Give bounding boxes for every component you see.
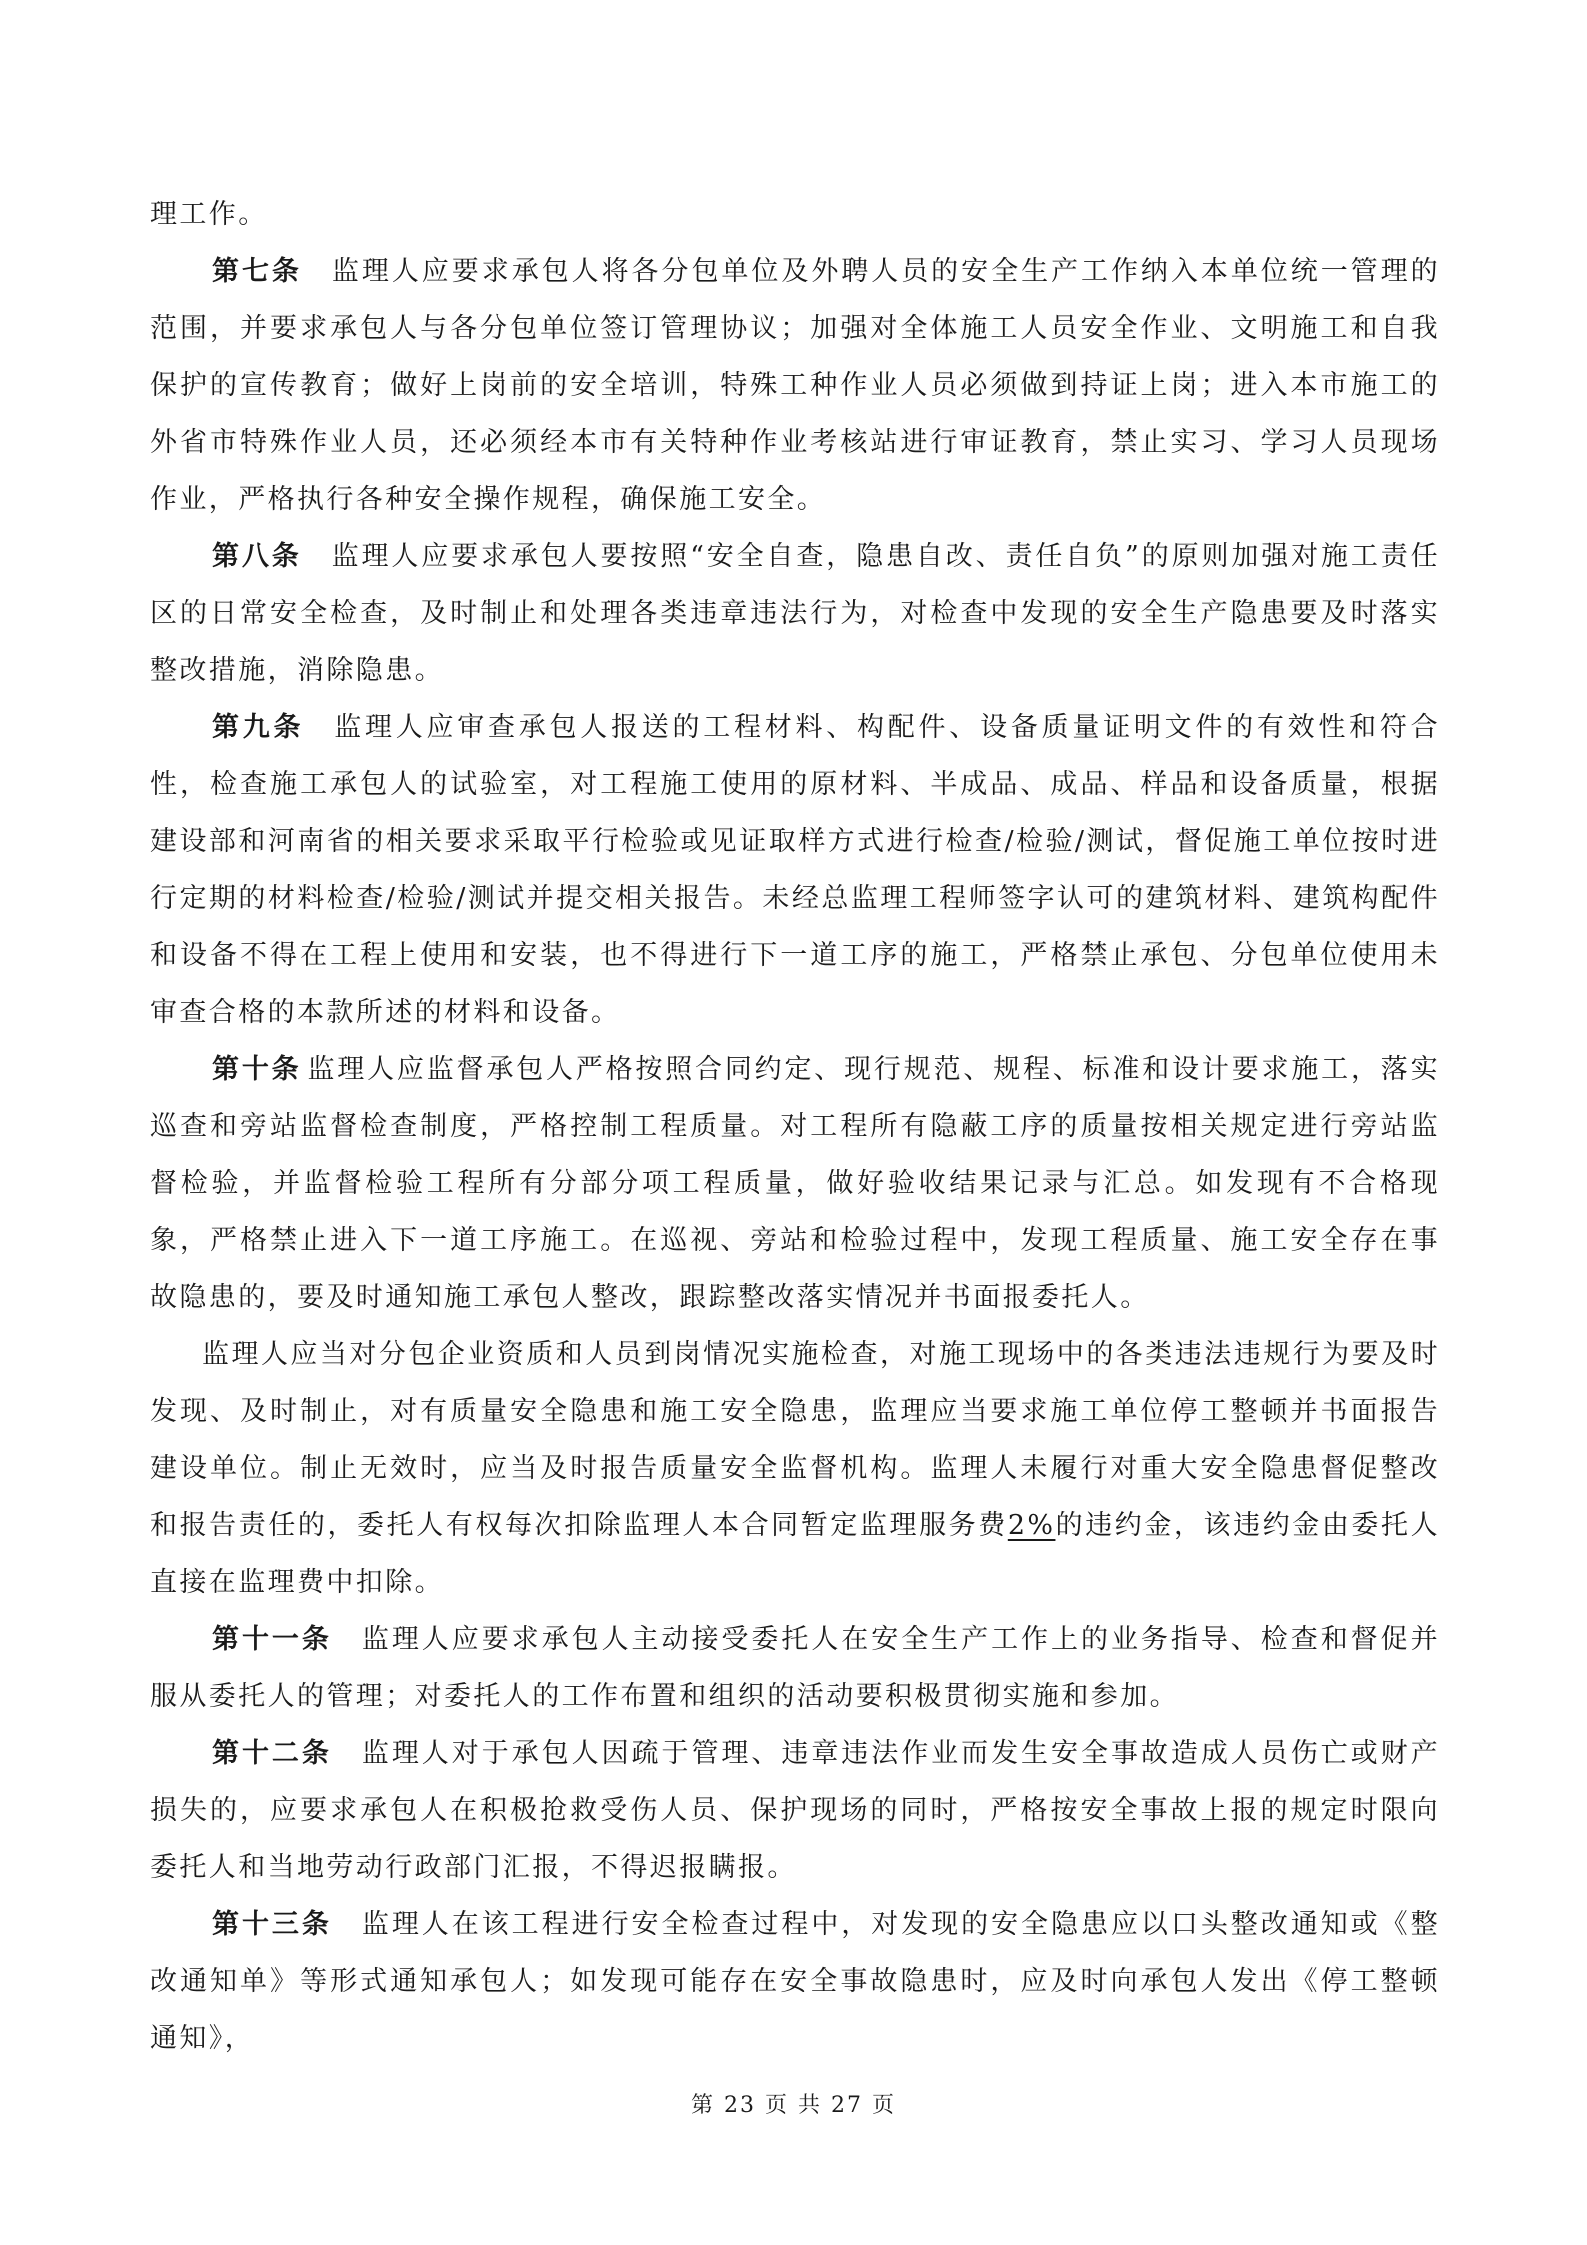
article-heading: 第九条: [212, 712, 305, 743]
article-heading: 第十条: [212, 1054, 302, 1085]
page-number-label: 第 23 页 共 27 页: [691, 2093, 896, 2118]
paragraph-text-before: 监理人应当对分包企业资质和人员到岗情况实施检查，对施工现场中的各类违法违规行为要及时发现、及时制止，对有质量安全隐患和施工安全隐患，监理应当要求施工单位停工整顿并书面报告建设单位。制止无效时，应当及时报告质量安全监督机构。监理人未履行对重大安全隐患督促整改和报告责任的，委托人有权每次扣除监理人本合同暂定监理服务费: [150, 1339, 1440, 1541]
article-text: 监理人应审查承包人报送的工程材料、构配件、设备质量证明文件的有效性和符合性，检查施工承包人的试验室，对工程施工使用的原材料、半成品、成品、样品和设备质量，根据建设部和河南省的相关要求采取平行检验或见证取样方式进行检查/检验/测试，督促施工单位按时进行定期的材料检查/检验/测试并提交相关报告。未经总监理工程师签字认可的建筑材料、建筑构配件和设备不得在工程上使用和安装，也不得进行下一道工序的施工，严格禁止承包、分包单位使用未审查合格的本款所述的材料和设备。: [150, 712, 1440, 1028]
article-9: [150, 699, 1440, 1041]
paragraph-text: 理工作。: [150, 199, 268, 230]
paragraph-continuation: [150, 186, 1440, 243]
article-text: 监理人应要求承包人要按照“安全自查，隐患自改、责任自负”的原则加强对施工责任区的日常安全检查，及时制止和处理各类违章违法行为，对检查中发现的安全生产隐患要及时落实整改措施，消除隐患。: [150, 541, 1440, 686]
document-body: [150, 186, 1440, 2067]
paragraph-text-after: 的违约金，该违约金由委托人直接在监理费中扣除。: [150, 1510, 1440, 1598]
article-text: 监理人在该工程进行安全检查过程中，对发现的安全隐患应以口头整改通知或《整改通知单》等形式通知承包人；如发现可能存在安全事故隐患时，应及时向承包人发出《停工整顿通知》，: [150, 1909, 1440, 2054]
article-heading: 第十一条: [212, 1624, 332, 1655]
page-footer: [0, 2088, 1587, 2119]
article-heading: 第十三条: [212, 1909, 332, 1940]
article-heading: 第十二条: [212, 1738, 332, 1769]
article-10: [150, 1041, 1440, 1326]
article-text: 监理人对于承包人因疏于管理、违章违法作业而发生安全事故造成人员伤亡或财产损失的，应要求承包人在积极抢救受伤人员、保护现场的同时，严格按安全事故上报的规定时限向委托人和当地劳动行政部门汇报，不得迟报瞒报。: [150, 1738, 1440, 1883]
article-13: [150, 1896, 1440, 2067]
article-heading: 第八条: [212, 541, 302, 572]
penalty-rate: 2%: [1007, 1510, 1056, 1541]
article-12: [150, 1725, 1440, 1896]
article-11: [150, 1611, 1440, 1725]
article-8: [150, 528, 1440, 699]
article-text: 监理人应要求承包人主动接受委托人在安全生产工作上的业务指导、检查和督促并服从委托人的管理；对委托人的工作布置和组织的活动要积极贯彻实施和参加。: [150, 1624, 1440, 1712]
paragraph-penalty: [150, 1326, 1440, 1611]
article-heading: 第七条: [212, 256, 302, 287]
article-text: 监理人应要求承包人将各分包单位及外聘人员的安全生产工作纳入本单位统一管理的范围，并要求承包人与各分包单位签订管理协议；加强对全体施工人员安全作业、文明施工和自我保护的宣传教育；做好上岗前的安全培训，特殊工种作业人员必须做到持证上岗；进入本市施工的外省市特殊作业人员，还必须经本市有关特种作业考核站进行审证教育，禁止实习、学习人员现场作业，严格执行各种安全操作规程，确保施工安全。: [150, 256, 1440, 515]
article-text: 监理人应监督承包人严格按照合同约定、现行规范、规程、标准和设计要求施工，落实巡查和旁站监督检查制度，严格控制工程质量。对工程所有隐蔽工序的质量按相关规定进行旁站监督检验，并监督检验工程所有分部分项工程质量，做好验收结果记录与汇总。如发现有不合格现象，严格禁止进入下一道工序施工。在巡视、旁站和检验过程中，发现工程质量、施工安全存在事故隐患的，要及时通知施工承包人整改，跟踪整改落实情况并书面报委托人。: [150, 1054, 1441, 1313]
article-7: [150, 243, 1440, 528]
